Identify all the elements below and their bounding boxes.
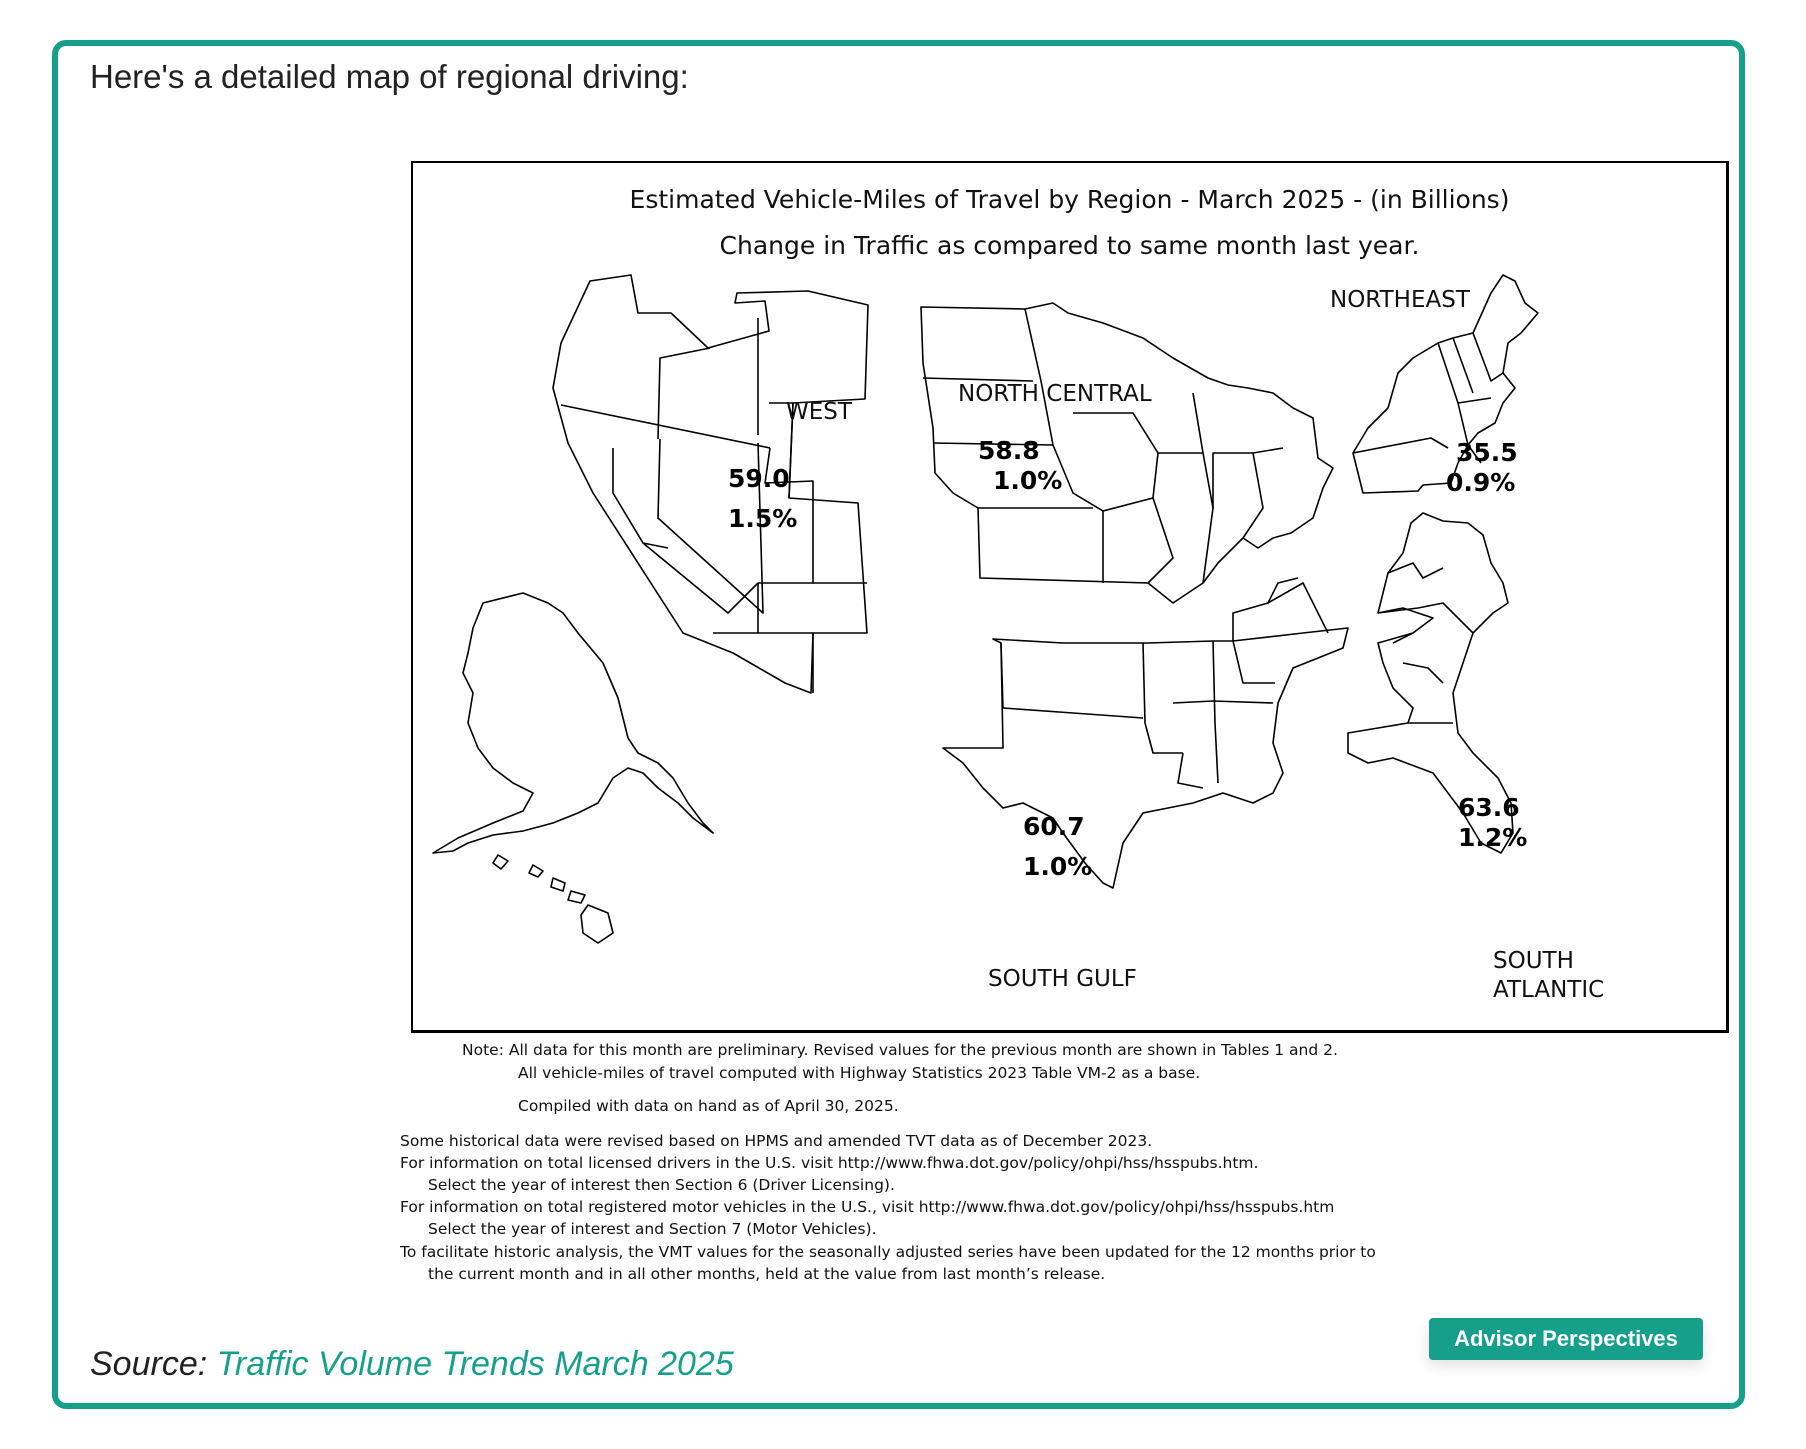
region-label-south-atlantic-line2: ATLANTIC (1493, 977, 1605, 1003)
vmt-map-figure (411, 161, 1729, 1033)
note-line-1: Note: All data for this month are preliminary. Revised values for the previous month are shown in Tables 1 and 2. (462, 1041, 1338, 1059)
note-line-3: Compiled with data on hand as of April 30, 2025. (518, 1097, 899, 1115)
region-vmt-west: 59.0 (728, 464, 790, 493)
note-line-8: Select the year of interest and Section 7 (Motor Vehicles). (428, 1220, 877, 1238)
intro-text: Here's a detailed map of regional driving: (90, 58, 689, 95)
region-change-north-central: 1.0% (993, 466, 1063, 495)
note-line-2: All vehicle-miles of travel computed with Highway Statistics 2023 Table VM-2 as a base. (518, 1064, 1201, 1082)
map-subtitle: Change in Traffic as compared to same month last year. (719, 231, 1420, 260)
region-vmt-northeast: 35.5 (1456, 438, 1518, 467)
advisor-perspectives-badge: Advisor Perspectives (1429, 1318, 1703, 1360)
region-vmt-north-central: 58.8 (978, 436, 1040, 465)
region-change-south-gulf: 1.0% (1023, 852, 1093, 881)
note-line-10: the current month and in all other months, held at the value from last month’s release. (428, 1265, 1106, 1283)
source-line (90, 1345, 734, 1384)
west-region-states (553, 275, 868, 693)
note-line-6: Select the year of interest then Section 6 (Driver Licensing). (428, 1176, 895, 1194)
region-change-west: 1.5% (728, 504, 798, 533)
region-label-west: WEST (786, 399, 852, 425)
region-label-northeast: NORTHEAST (1330, 287, 1470, 313)
south-gulf-region-states (943, 578, 1348, 888)
region-change-south-atlantic: 1.2% (1458, 823, 1528, 852)
region-label-south-atlantic-line1: SOUTH (1493, 948, 1574, 974)
note-line-5: For information on total licensed drivers in the U.S. visit http://www.fhwa.dot.gov/policy/ohpi/hss/hsspubs.htm. (400, 1154, 1259, 1172)
map-title: Estimated Vehicle-Miles of Travel by Region - March 2025 - (in Billions) (629, 185, 1510, 214)
note-line-4: Some historical data were revised based on HPMS and amended TVT data as of December 2023. (400, 1132, 1153, 1150)
us-regions-map (413, 163, 1726, 1030)
region-label-north-central: NORTH CENTRAL (958, 381, 1152, 407)
region-change-northeast: 0.9% (1446, 468, 1516, 497)
source-prefix: Source: (90, 1345, 217, 1383)
region-vmt-south-atlantic: 63.6 (1458, 793, 1520, 822)
alaska-hawaii (433, 593, 713, 943)
region-label-south-gulf: SOUTH GULF (988, 966, 1137, 992)
source-link[interactable]: Traffic Volume Trends March 2025 (216, 1345, 734, 1383)
region-vmt-south-gulf: 60.7 (1023, 812, 1085, 841)
note-line-9: To facilitate historic analysis, the VMT values for the seasonally adjusted series have been updated for the 12 months prior to (400, 1243, 1376, 1261)
note-line-7: For information on total registered motor vehicles in the U.S., visit http://www.fhwa.dot.gov/policy/ohpi/hss/hsspubs.htm (400, 1198, 1335, 1216)
